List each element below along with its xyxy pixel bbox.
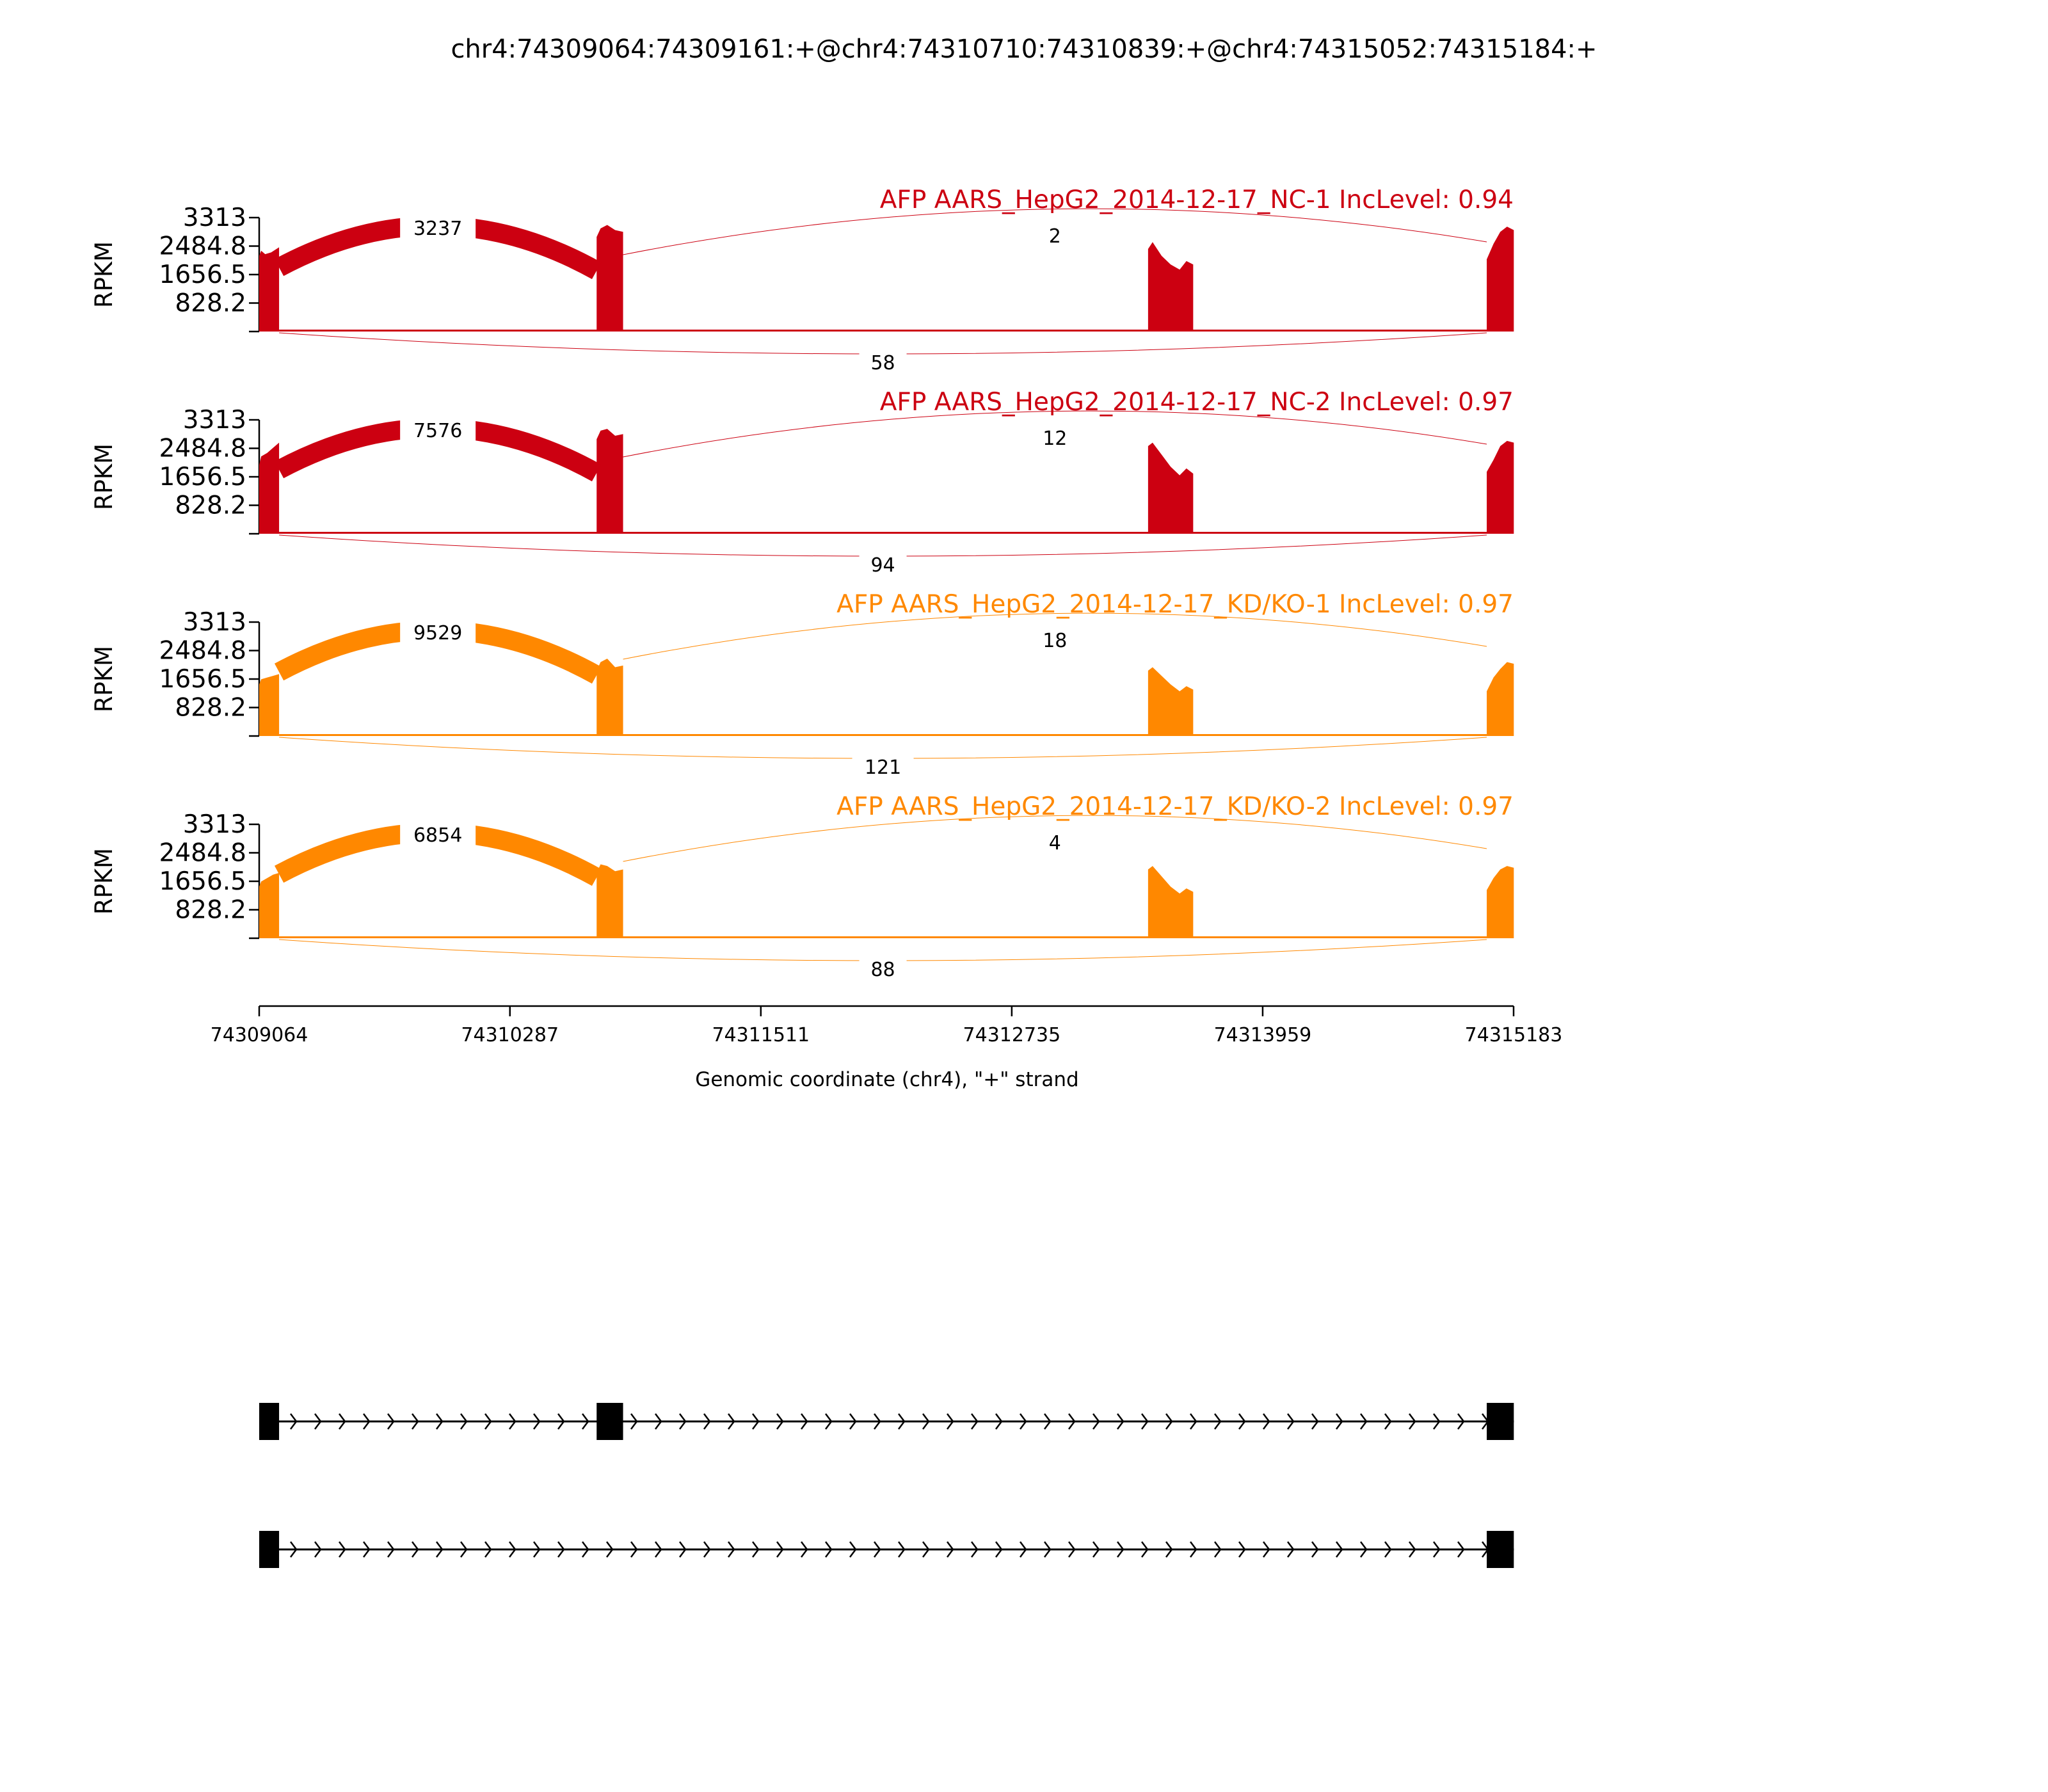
x-axis-label: Genomic coordinate (chr4), "+" strand: [695, 1068, 1079, 1091]
y-tick-label: 2484.8: [159, 434, 246, 463]
exon-block: [1487, 1531, 1514, 1568]
track-label: AFP AARS_HepG2_2014-12-17_NC-1 IncLevel: 0.94: [879, 186, 1514, 214]
y-axis-label: RPKM: [90, 241, 118, 308]
junction-label: 4: [1048, 832, 1061, 854]
coverage-exon-3: [1148, 866, 1193, 938]
y-tick-label: 1656.5: [159, 463, 246, 492]
coverage-exon-2: [596, 659, 623, 736]
x-tick-label: 74313959: [1213, 1024, 1312, 1046]
coverage-exon-3: [1148, 242, 1193, 332]
coverage-exon-4: [1487, 866, 1514, 938]
exon-block: [259, 1403, 279, 1440]
junction-label: 2: [1048, 225, 1061, 248]
y-tick-label: 3313: [182, 204, 246, 232]
y-tick-label: 1656.5: [159, 867, 246, 896]
tracks-layer: [90, 186, 1514, 981]
exon-block: [259, 1531, 279, 1568]
track-label: AFP AARS_HepG2_2014-12-17_KD/KO-2 IncLevel: 0.97: [836, 792, 1514, 821]
coverage-exon-3: [1148, 443, 1193, 534]
junction-label: 6854: [413, 824, 463, 847]
x-tick-label: 74311511: [712, 1024, 810, 1046]
coverage-exon-4: [1487, 662, 1514, 736]
junction-label: 94: [870, 554, 895, 577]
y-tick-label: 828.2: [175, 289, 246, 318]
y-tick-label: 828.2: [175, 895, 246, 925]
junction-label: 88: [870, 959, 895, 981]
track-label: AFP AARS_HepG2_2014-12-17_KD/KO-1 IncLevel: 0.97: [836, 590, 1514, 619]
track-3: [90, 590, 1514, 779]
y-axis-label: RPKM: [90, 443, 118, 511]
track-2: [90, 388, 1514, 577]
junction-label: 12: [1043, 428, 1068, 450]
coverage-exon-1: [259, 674, 279, 736]
coverage-exon-1: [259, 443, 279, 534]
coverage-exon-2: [596, 864, 623, 938]
y-tick-label: 2484.8: [159, 232, 246, 261]
coverage-exon-4: [1487, 441, 1514, 534]
isoform-structures: [259, 1403, 1514, 1568]
y-tick-label: 828.2: [175, 693, 246, 723]
coverage-exon-2: [596, 429, 623, 534]
exon-block: [1487, 1403, 1514, 1440]
coverage-exon-2: [596, 225, 623, 332]
y-tick-label: 1656.5: [159, 665, 246, 694]
chart-title: chr4:74309064:74309161:+@chr4:74310710:74310839:+@chr4:74315052:74315184:+: [451, 35, 1597, 64]
y-tick-label: 2484.8: [159, 636, 246, 666]
x-tick-label: 74315183: [1464, 1024, 1563, 1046]
y-tick-label: 3313: [182, 406, 246, 435]
coverage-exon-3: [1148, 668, 1193, 736]
exon-block: [596, 1403, 623, 1440]
isoform-inclusion: [259, 1403, 1514, 1440]
x-tick-label: 74309064: [210, 1024, 308, 1046]
track-label: AFP AARS_HepG2_2014-12-17_NC-2 IncLevel: 0.97: [879, 388, 1514, 417]
x-tick-label: 74310287: [461, 1024, 559, 1046]
y-axis-label: RPKM: [90, 847, 118, 915]
coverage-exon-1: [259, 873, 279, 938]
track-4: [90, 792, 1514, 981]
x-tick-label: 74312735: [963, 1024, 1061, 1046]
track-1: [90, 186, 1514, 374]
coverage-exon-4: [1487, 227, 1514, 332]
junction-label: 9529: [413, 622, 463, 644]
y-tick-label: 3313: [182, 810, 246, 839]
junction-label: 18: [1043, 630, 1068, 652]
y-tick-label: 3313: [182, 608, 246, 637]
junction-label: 58: [870, 352, 895, 374]
y-axis-label: RPKM: [90, 645, 118, 713]
x-axis: [211, 1006, 1563, 1046]
y-tick-label: 1656.5: [159, 260, 246, 289]
junction-label: 7576: [413, 420, 463, 442]
junction-label: 121: [864, 756, 902, 779]
junction-label: 3237: [413, 218, 463, 240]
y-tick-label: 2484.8: [159, 838, 246, 868]
y-tick-label: 828.2: [175, 491, 246, 520]
isoform-exclusion: [259, 1531, 1514, 1568]
